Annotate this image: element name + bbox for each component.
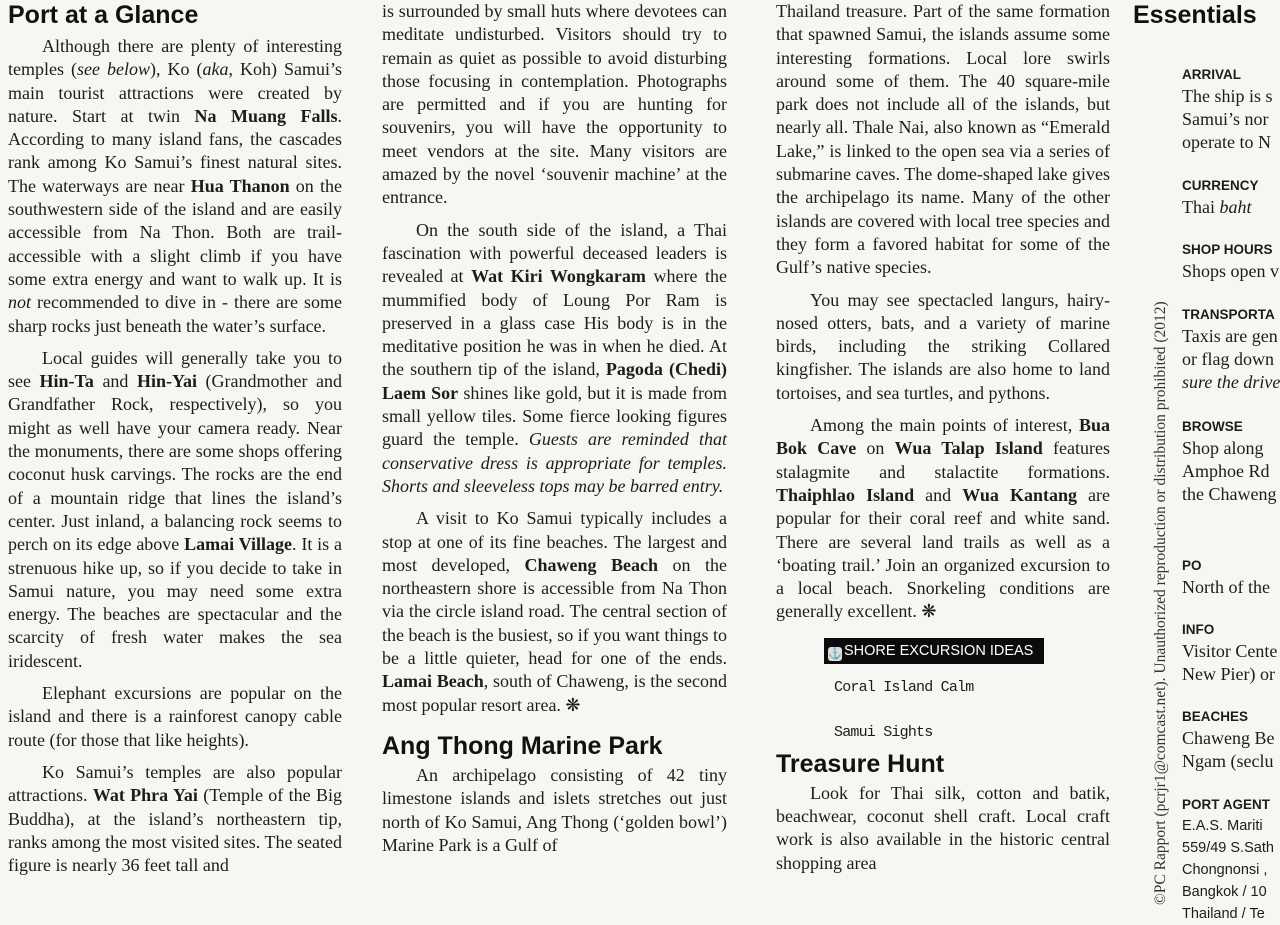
- bold-place-name: Hua Thanon: [190, 175, 290, 196]
- text-run: Chaweng Be: [1182, 728, 1275, 748]
- essentials-line: [1182, 750, 1274, 773]
- paragraph: [8, 35, 342, 338]
- text-run: Thailand treasure. Part of the same formation that spawned Samui, the islands assume some interesting formations. Local lore swirls around some of them. The 40 square-mile park does not include all of the islands, but nearly all. Thale Nai, also known as “Emerald Lake,” is linked to the open sea via a series of submarine caves. The dome-shaped lake gives the archipelago its name. Many of the other islands are covered with local tree species and they form a favored habitat for some of the Gulf’s native species.: [776, 1, 1110, 278]
- paragraph: [776, 782, 1110, 875]
- section-heading: Ang Thong Marine Park: [382, 731, 663, 760]
- text-run: The ship is s: [1182, 86, 1273, 106]
- text-run: , south of Chaweng, is the second most popular resort area. ❋: [382, 671, 727, 715]
- text-run: where the mummified body of Loung Por Ram is preserved in a glass case His body is in the meditative position he was in when he died. At the southern tip of the island,: [382, 266, 727, 380]
- bold-place-name: Lamai Beach: [382, 671, 484, 692]
- essentials-line: [1182, 325, 1280, 348]
- excursion-item[interactable]: Samui Sights: [834, 723, 933, 741]
- bold-place-name: Bua Bok Cave: [776, 415, 1110, 459]
- essentials-line: [1182, 859, 1274, 881]
- section-heading: Essentials: [1133, 1, 1257, 29]
- text-run: Amphoe Rd: [1182, 461, 1270, 481]
- text-run: Ko Samui’s temples are also popular attractions.: [8, 761, 342, 806]
- essentials-section: [1182, 176, 1259, 219]
- essentials-label: ARRIVAL: [1182, 67, 1241, 82]
- essentials-label: PO: [1182, 558, 1202, 573]
- text-run: North of the: [1182, 577, 1270, 597]
- essentials-line: [1182, 460, 1276, 483]
- essentials-line: [1182, 196, 1259, 219]
- text-run: On the south side of the island, a Thai fascination with powerful deceased leaders is revealed at: [382, 219, 727, 287]
- essentials-line: [1182, 727, 1274, 750]
- essentials-line: [1182, 903, 1274, 925]
- section-heading: Port at a Glance: [8, 1, 199, 29]
- text-run: on: [856, 438, 895, 459]
- text-run: E.A.S. Mariti: [1182, 818, 1263, 834]
- body-text: [8, 35, 342, 877]
- text-run: Chongnonsi ,: [1182, 862, 1268, 878]
- bold-place-name: Wat Kiri Wongkaram: [471, 266, 646, 287]
- essentials-section: [1182, 65, 1273, 154]
- text-run: operate to N: [1182, 132, 1271, 152]
- bold-place-name: Wua Kantang: [962, 484, 1077, 505]
- text-run: features stalagmite and stalactite formations.: [776, 438, 1110, 482]
- text-run: Elephant excursions are popular on the island and there is a rainforest canopy cable route (for those that like heights).: [8, 683, 342, 750]
- paragraph: [8, 682, 342, 752]
- text-run: is surrounded by small huts where devotees can meditate undisturbed. Visitors should try to remain as quiet as possible to avoid disturbing those focusing in contemplation. Photographs are permitted and if you are hunting for souvenirs, you will have the opportunity to meet vendors at the site. Many visitors are amazed by the novel ‘souvenir machine’ at the entrance.: [382, 1, 727, 208]
- bold-place-name: Hin-Ta: [39, 371, 94, 392]
- essentials-line: [1182, 576, 1270, 599]
- essentials-section: [1182, 417, 1276, 506]
- shore-excursion-header: [824, 638, 1044, 664]
- section-heading: Treasure Hunt: [776, 749, 945, 778]
- paragraph: [382, 0, 727, 210]
- essentials-line: [1182, 131, 1273, 154]
- essentials-line: [1182, 663, 1277, 686]
- bold-place-name: Wat Phra Yai: [92, 785, 198, 806]
- essentials-line: [1182, 260, 1279, 283]
- text-run: Bangkok / 10: [1182, 884, 1267, 900]
- text-run: An archipelago consisting of 42 tiny limestone islands and islets stretches out just north of Ko Samui, Ang Thong (‘golden bowl’) Marine Park is a Gulf of: [382, 764, 727, 855]
- essentials-label: BROWSE: [1182, 419, 1243, 434]
- text-run: ), Ko (: [149, 59, 203, 80]
- paragraph: [382, 764, 727, 857]
- text-run: and: [93, 371, 137, 392]
- text-run: Thailand / Te: [1182, 906, 1265, 922]
- paragraph: [8, 761, 342, 877]
- essentials-label: PORT AGENT: [1182, 797, 1271, 812]
- bold-place-name: Wua Talap Island: [894, 438, 1043, 459]
- body-text: [382, 0, 727, 717]
- bold-place-name: Chaweng Beach: [524, 554, 658, 575]
- essentials-line: [1182, 881, 1274, 903]
- paragraph: [382, 507, 727, 717]
- essentials-label: CURRENCY: [1182, 178, 1259, 193]
- text-run: Ngam (seclu: [1182, 751, 1274, 771]
- essentials-section: [1182, 795, 1274, 925]
- text-run: the Chaweng: [1182, 484, 1277, 504]
- text-run: . It is a strenuous hike up, so if you decide to take in Samui nature, you may need some extra energy. The beaches are spectacular and the scarcity of fresh water makes the sea iridescent.: [8, 534, 342, 671]
- paragraph: [776, 414, 1110, 624]
- essentials-section: [1182, 556, 1270, 599]
- essentials-section: [1182, 305, 1280, 394]
- essentials-label: INFO: [1182, 622, 1215, 637]
- text-run: You may see spectacled langurs, hairy-nosed otters, bats, and a variety of marine birds, including the striking Collared kingfisher. The islands are also home to land tortoises, and sea turtles, and pythons.: [776, 289, 1110, 403]
- bold-place-name: Pagoda (Chedi) Laem Sor: [382, 359, 727, 403]
- paragraph: [8, 347, 342, 673]
- essentials-label: SHOP HOURS: [1182, 242, 1273, 257]
- text-run: New Pier) or: [1182, 664, 1275, 684]
- body-text: [776, 782, 1110, 875]
- text-run: and: [914, 484, 963, 505]
- text-run: Shop along: [1182, 438, 1264, 458]
- essentials-line: [1182, 85, 1273, 108]
- text-run: recommended to dive in - there are some sharp rocks just beneath the water’s surface.: [8, 292, 342, 336]
- text-run: are popular for their coral reef and white sand. There are several land trails as well as a ‘boating trail.’ Join an organized excursion to a local beach. Snorkeling conditions are generally excellent. ❋: [776, 484, 1110, 622]
- paragraph: [776, 0, 1110, 280]
- body-text: [382, 764, 727, 857]
- essentials-section: [1182, 240, 1279, 283]
- text-run: . According to many island fans, the cascades rank among Ko Samui’s finest natural sites. The waterways are near: [8, 105, 343, 196]
- bold-place-name: Na Muang Falls: [194, 105, 338, 126]
- copyright-notice: ©PC Rapport (pcrjr1@comcast.net). Unauthorized reproduction or distribution prohibited (2012): [1152, 301, 1169, 905]
- text-run: Visitor Cente: [1182, 641, 1278, 661]
- text-run: (Temple of the Big Buddha), at the island’s northeastern tip, ranks among the most visited sites. The seated figure is nearly 36 feet tall and: [8, 785, 342, 876]
- italic-text: sure the drive: [1182, 372, 1280, 392]
- column-port-at-a-glance: [8, 0, 342, 886]
- bold-place-name: Lamai Village: [184, 534, 292, 555]
- text-run: A visit to Ko Samui typically includes a stop at one of its fine beaches. The largest and most developed,: [382, 508, 727, 575]
- essentials-line: [1182, 640, 1277, 663]
- text-run: shines like gold, but it is made from small yellow tiles. Some fierce looking figures guard the temple.: [382, 382, 727, 450]
- essentials-line: [1182, 815, 1274, 837]
- italic-text: baht: [1219, 197, 1252, 217]
- text-run: (Grandmother and Grandfather Rock, respectively), so you might as well have your camera ready. Near the monuments, there are some shops offering coconut husk carvings. The rocks are the end of a mountain ridge that lines the island’s center. Just inland, a balancing rock seems to perch on its edge above: [8, 371, 343, 555]
- essentials-label: BEACHES: [1182, 709, 1249, 724]
- text-run: on the southwestern side of the island and are easily accessible from Na Thon. Both are trail-accessible with a slight climb if you have some extra energy and want to walk up. It is: [8, 175, 342, 289]
- text-run: or flag down: [1182, 349, 1274, 369]
- text-run: Look for Thai silk, cotton and batik, beachwear, coconut shell craft. Local craft work is also available in the historic central shopping area: [776, 782, 1110, 873]
- text-run: Although there are plenty of interesting temples (: [8, 36, 342, 80]
- text-run: Local guides will generally take you to see: [8, 347, 342, 392]
- body-text: [776, 0, 1110, 624]
- excursion-item[interactable]: Coral Island Calm: [834, 678, 974, 696]
- text-run: , Koh) Samui’s main tourist attractions were created by nature. Start at twin: [8, 59, 342, 126]
- bold-place-name: Thaiphlao Island: [776, 484, 915, 505]
- essentials-line: [1182, 108, 1273, 131]
- shore-excursion-title: SHORE EXCURSION IDEAS: [844, 642, 1034, 659]
- essentials-line: [1182, 437, 1276, 460]
- essentials-label: TRANSPORTA: [1182, 307, 1275, 322]
- essentials-line: [1182, 348, 1280, 371]
- column-three: [776, 0, 1110, 884]
- column-two: [382, 0, 727, 866]
- text-run: Taxis are gen: [1182, 326, 1278, 346]
- text-run: Samui’s nor: [1182, 109, 1269, 129]
- paragraph: [776, 289, 1110, 405]
- paragraph: [382, 219, 727, 499]
- text-run: Thai: [1182, 197, 1220, 217]
- essentials-line: [1182, 483, 1276, 506]
- essentials-section: [1182, 620, 1277, 686]
- text-run: 559/49 S.Sath: [1182, 840, 1274, 856]
- text-run: Shops open v: [1182, 261, 1280, 281]
- essentials-line: [1182, 837, 1274, 859]
- bold-place-name: Hin-Yai: [136, 371, 197, 392]
- text-run: Among the main points of interest,: [810, 415, 1079, 436]
- ship-icon: ⚓: [828, 647, 842, 660]
- essentials-section: [1182, 707, 1274, 773]
- italic-text: Guests are reminded that conservative dress is appropriate for temples. Shorts and sleeveless tops may be barred entry.: [382, 429, 727, 496]
- italic-text: not: [8, 292, 32, 313]
- text-run: on the northeastern shore is accessible from Na Thon via the circle island road. The central section of the beach is the busiest, so if you want things to be a little quieter, head for one of the ends.: [382, 554, 727, 669]
- essentials-line: [1182, 371, 1280, 394]
- italic-text: aka: [202, 59, 229, 80]
- italic-text: see below: [76, 59, 150, 80]
